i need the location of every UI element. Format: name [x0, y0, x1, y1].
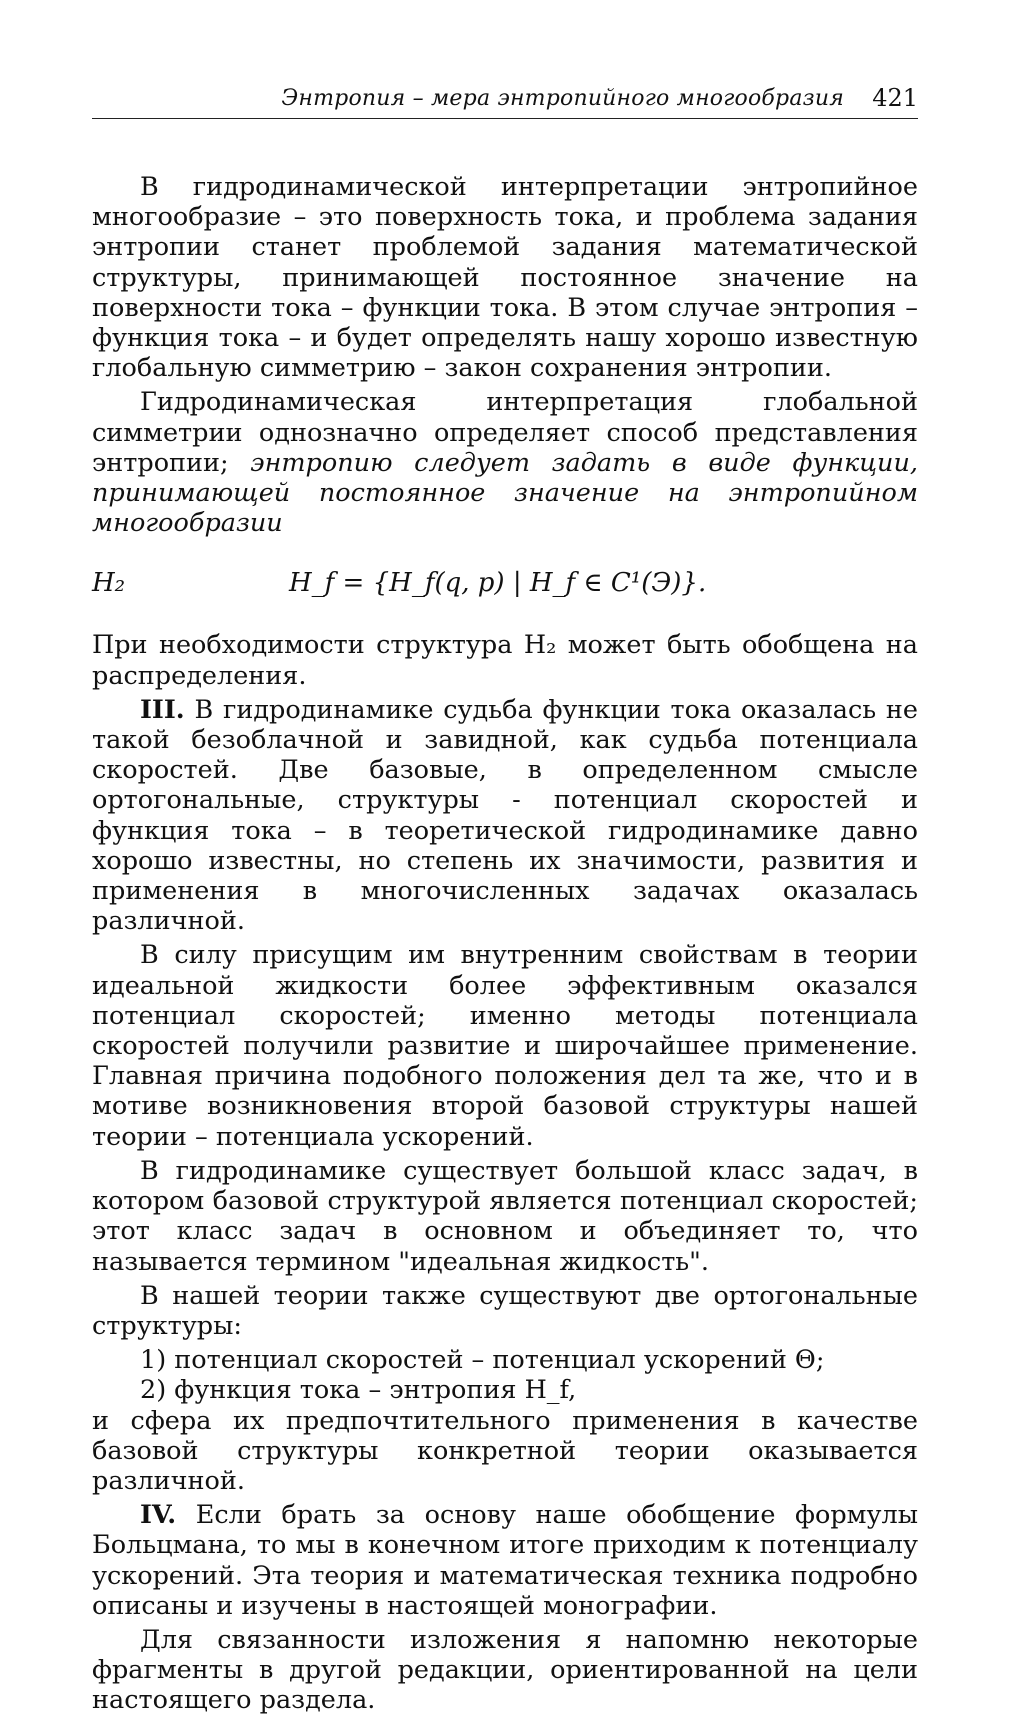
paragraph-8: и сфера их предпочтительного применения в качестве базовой структуры конкретной теории оказывается различной.	[92, 1405, 918, 1496]
paragraph-10: Для связанности изложения я напомню некоторые фрагменты в другой редакции, ориентированной на цели настоящего раздела.	[92, 1624, 918, 1716]
paragraph-5: В силу присущим им внутренним свойствам в теории идеальной жидкости более эффективным оказался потенциал скоростей; именно методы потенциала скоростей получили развитие и широчайшее применение. Главная причина подобного положения дел та же, что и в мотиве возникновения второй базовой структуры нашей теории – потенциала ускорений.	[92, 940, 918, 1152]
paragraph-9-text: Если брать за основу наше обобщение формулы Больцмана, то мы в конечном итоге приходим к потенциалу ускорений. Эта теория и математическая техника подробно описаны и изучены в настоящей монографии.	[92, 1500, 918, 1621]
paragraph-7: В нашей теории также существуют две ортогональные структуры:	[92, 1280, 918, 1341]
page-body	[92, 172, 918, 1720]
paragraph-2-italic: энтропию следует задать в виде функции, принимающей постоянное значение на энтропийном многообразии	[92, 447, 919, 539]
page-header	[92, 82, 918, 119]
section-number-iii: III.	[140, 694, 185, 725]
formula-row	[92, 556, 918, 616]
paragraph-1: В гидродинамической интерпретации энтропийное многообразие – это поверхность тока, и проблема задания энтропии станет проблемой задания математической структуры, принимающей постоянное значение на поверхности тока – функции тока. В этом случае энтропия – функция тока – и будет определять нашу хорошо известную глобальную симметрию – закон сохранения энтропии.	[92, 172, 918, 384]
section-number-iv: IV.	[140, 1500, 177, 1531]
paragraph-3: При необходимости структура H₂ может быть обобщена на распределения.	[92, 630, 918, 691]
page-number: 421	[872, 84, 918, 112]
paragraph-4	[92, 695, 918, 937]
paragraph-6: В гидродинамике существует большой класс задач, в котором базовой структурой является потенциал скоростей; этот класс задач в основном и объединяет то, что называется термином "идеальная жидкость".	[92, 1155, 918, 1277]
paragraph-2-text: Гидродинамическая интерпретация глобальной симметрии однозначно определяет способ представления энтропии;	[92, 387, 918, 478]
paragraph-2	[92, 387, 918, 538]
formula-label: H₂	[92, 568, 126, 599]
paragraph-9	[92, 1500, 918, 1621]
formula: H_f = {H_f(q, p) | H_f ∈ C¹(Э)}.	[289, 568, 707, 599]
list-item-2: 2) функция тока – энтропия H_f,	[140, 1375, 577, 1406]
paragraph-4-text: В гидродинамике судьба функции тока оказалась не такой безоблачной и завидной, как судьба потенциала скоростей. Две базовые, в определенном смысле ортогональные, структуры - потенциал скоростей и функция тока – в теоретической гидродинамике давно хорошо известны, но степень их значимости, развития и применения в многочисленных задачах оказалась различной.	[92, 694, 918, 937]
running-head: Энтропия – мера энтропийного многообразия	[281, 86, 844, 111]
list-item-1: 1) потенциал скоростей – потенциал ускорений Θ;	[140, 1345, 825, 1376]
